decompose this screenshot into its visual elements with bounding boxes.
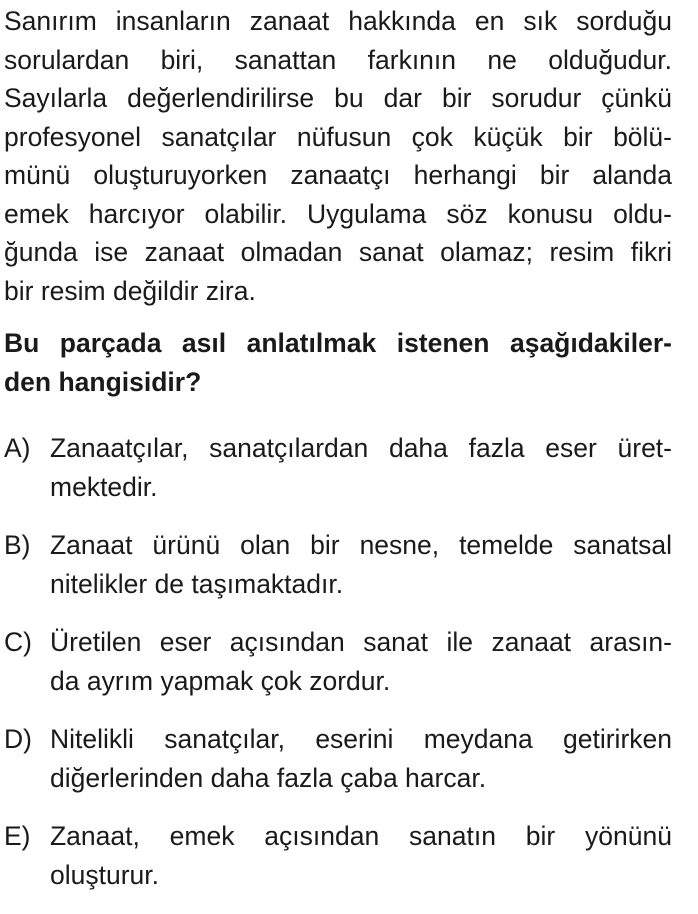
passage-line: ğunda ise zanaat olmadan sanat olamaz; resim fikri — [4, 237, 672, 267]
option-d[interactable] — [4, 720, 672, 797]
passage-line: profesyonel sanatçılar nüfusun çok küçük bir bölü- — [4, 121, 672, 152]
option-text-line: Zanaat, emek açısından sanatın bir yönünü — [50, 821, 672, 851]
option-text-line: nitelikler de taşımaktadır. — [50, 568, 344, 599]
option-text-line: diğerlerinden daha fazla çaba harcar. — [50, 762, 487, 793]
passage-line: sorulardan biri, sanattan farkının ne olduğudur. — [4, 44, 672, 75]
option-text-line: Zanaat ürünü olan bir nesne, temelde sanatsal — [50, 530, 672, 560]
passage-line: Sayılarla değerlendirilirse bu dar bir sorudur çünkü — [4, 83, 672, 113]
passage-line: münü oluşturuyorken zanaatçı herhangi bir alanda — [4, 160, 672, 190]
option-text-line: mektedir. — [50, 471, 158, 502]
option-letter: A) — [4, 433, 31, 463]
option-a[interactable] — [4, 429, 672, 506]
question-stem — [4, 324, 672, 401]
option-b[interactable] — [4, 526, 672, 603]
option-letter: E) — [4, 821, 31, 851]
option-text-line: Zanaatçılar, sanatçılardan daha fazla eser üret- — [50, 433, 672, 463]
option-letter: B) — [4, 530, 31, 560]
passage-line: Sanırım insanların zanaat hakkında en sık sorduğu — [4, 6, 672, 36]
reading-passage — [4, 2, 672, 310]
option-letter: D) — [4, 724, 32, 754]
option-text-line: Nitelikli sanatçılar, eserini meydana getirirken — [50, 724, 672, 754]
option-text-line: Üretilen eser açısından sanat ile zanaat arasın- — [50, 627, 672, 657]
option-text-line: oluşturur. — [50, 859, 160, 890]
question-page — [4, 0, 672, 914]
question-line: Bu parçada asıl anlatılmak istenen aşağıdakiler- — [4, 328, 672, 358]
passage-line: bir resim değildir zira. — [4, 275, 256, 306]
option-e[interactable] — [4, 817, 672, 894]
option-text-line: da ayrım yapmak çok zordur. — [50, 665, 391, 696]
passage-line: emek harcıyor olabilir. Uygulama söz konusu oldu- — [4, 198, 672, 229]
answer-options — [4, 429, 672, 894]
option-c[interactable] — [4, 623, 672, 700]
option-letter: C) — [4, 627, 32, 657]
question-line: den hangisidir? — [4, 366, 202, 397]
